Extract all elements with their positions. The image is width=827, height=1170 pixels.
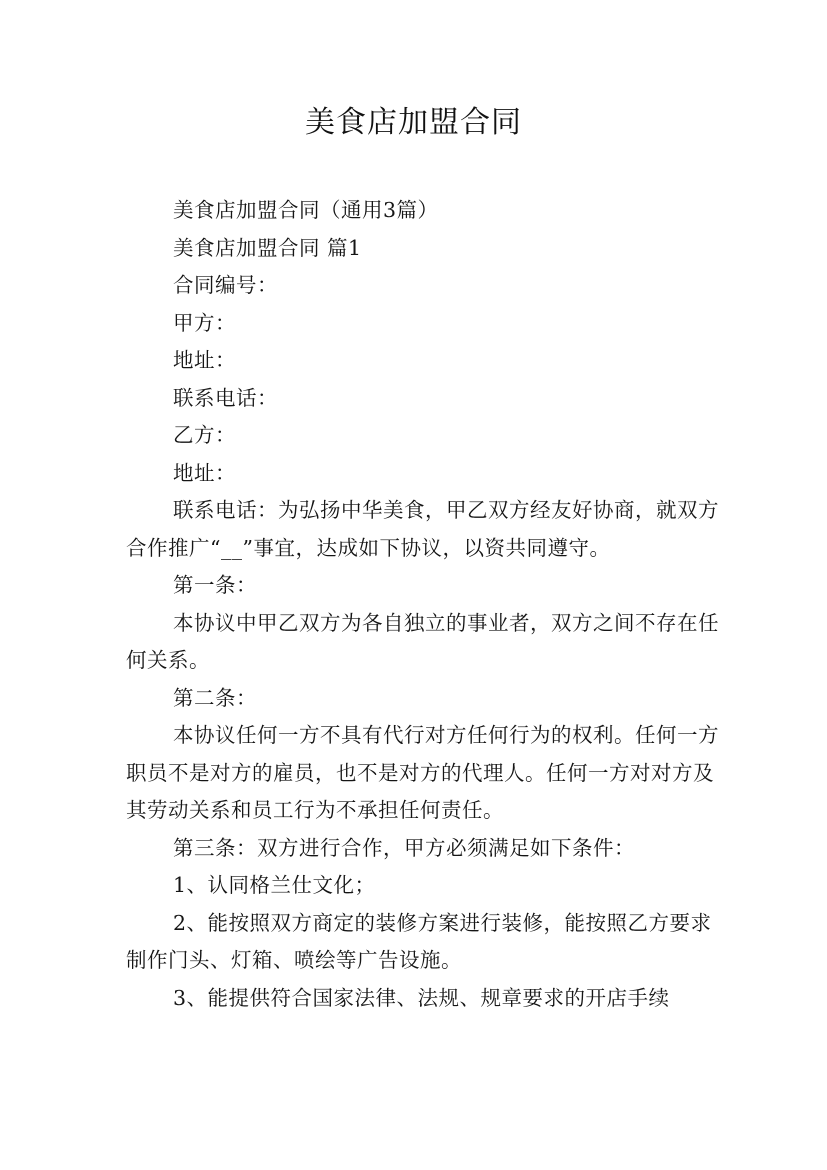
paragraph-article-2-heading: 第二条： xyxy=(173,685,257,710)
document-title: 美食店加盟合同 xyxy=(305,105,522,140)
paragraph-condition-2: 2、能按照双方商定的装修方案进行装修，能按照乙方要求制作门头、灯箱、喷绘等广告设施。 xyxy=(126,910,712,972)
paragraph-subtitle: 美食店加盟合同（通用3篇） xyxy=(173,198,439,222)
paragraph-article-1-body: 本协议中甲乙双方为各自独立的事业者，双方之间不存在任何关系。 xyxy=(126,610,719,672)
paragraph-article-3-heading: 第三条：双方进行合作，甲方必须满足如下条件： xyxy=(173,835,635,860)
paragraph-party-a-address: 地址： xyxy=(173,348,236,372)
paragraph-party-b: 乙方： xyxy=(173,423,236,447)
document-body xyxy=(126,192,726,1018)
paragraph-party-b-address: 地址： xyxy=(173,460,236,485)
paragraph-condition-1: 1、认同格兰仕文化； xyxy=(173,873,376,897)
paragraph-party-a: 甲方： xyxy=(173,310,236,335)
paragraph-article-1-heading: 第一条： xyxy=(173,573,257,597)
paragraph-section-heading: 美食店加盟合同 篇1 xyxy=(173,235,362,260)
paragraph-condition-3: 3、能提供符合国家法律、法规、规章要求的开店手续 xyxy=(173,985,670,1010)
paragraph-party-a-phone: 联系电话： xyxy=(173,385,278,410)
paragraph-party-b-phone: 联系电话：为弘扬中华美食，甲乙双方经友好协商，就双方合作推广“__”事宜，达成如下协议，以资共同遵守。 xyxy=(126,498,719,560)
paragraph-contract-number: 合同编号： xyxy=(173,273,278,297)
paragraph-article-2-body: 本协议任何一方不具有代行对方任何行为的权利。任何一方职员不是对方的雇员，也不是对方的代理人。任何一方对对方及其劳动关系和员工行为不承担任何责任。 xyxy=(126,723,719,822)
